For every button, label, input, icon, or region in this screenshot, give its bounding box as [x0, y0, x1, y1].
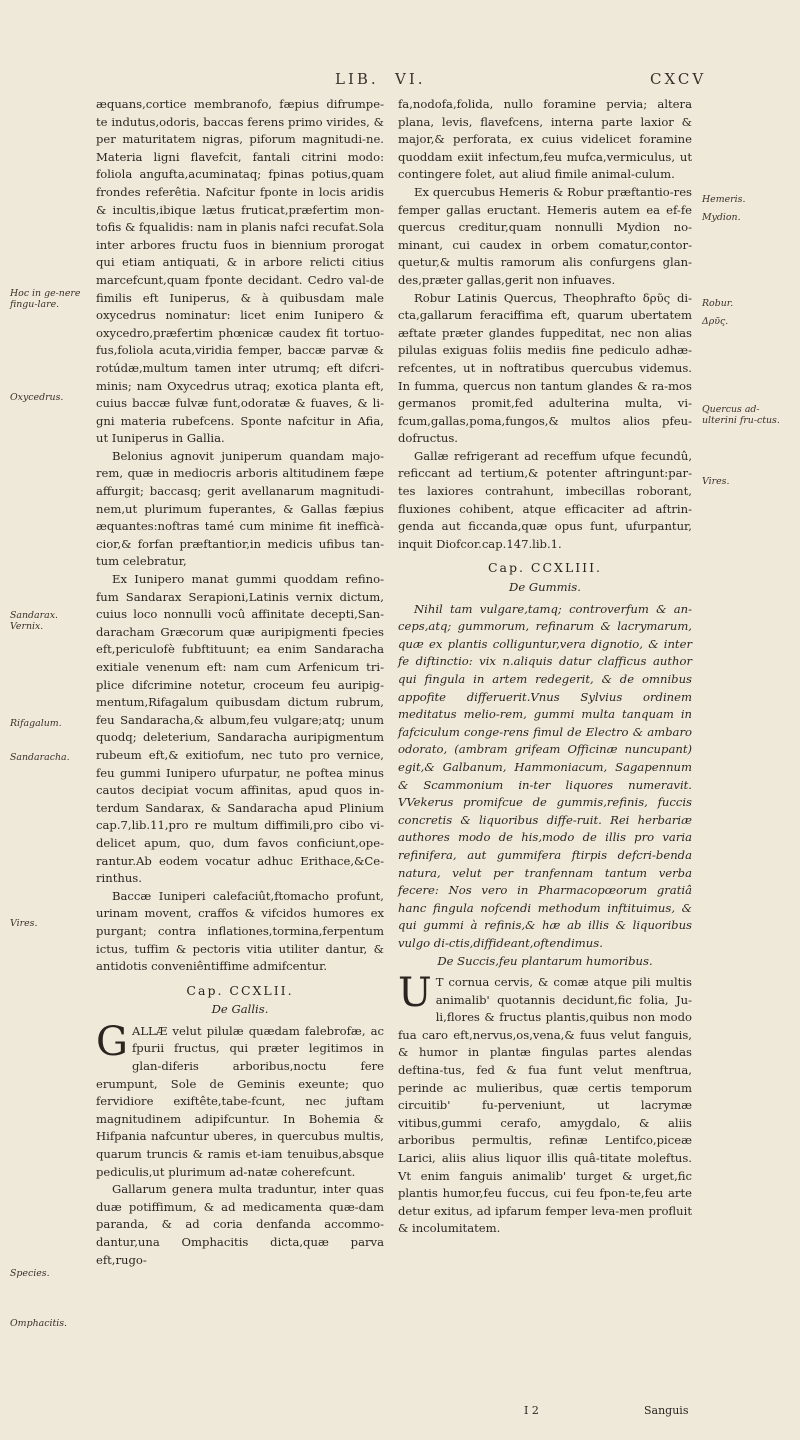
- right-column: [398, 96, 692, 1238]
- margin-note: Vires.: [702, 476, 730, 487]
- paragraph-text: ALLÆ velut pilulæ quædam falebrofæ, ac fpurii fructus, qui præter legitimos in glan-diferis arboribus,noctu fere erumpunt, Sole de Geminis exeunte; quo fervidiore exiftête,tabe-fcunt, nec juftam magnitudinem adipifcuntur. In Bohemia & Hifpania nafcuntur uberes, in quercubus multis, quarum truncis & ramis et-iam tenuibus,absque pediculis,ut plurimum ad-natæ coherefcunt.: [96, 1023, 384, 1179]
- chapter-heading: Cap. CCXLII.: [186, 982, 294, 998]
- margin-note: Hemeris.: [702, 194, 746, 205]
- margin-note: Species.: [10, 1268, 50, 1279]
- margin-note: Oxycedrus.: [10, 392, 64, 403]
- chapter-heading: Cap. CCXLIII.: [487, 560, 603, 576]
- margin-note: Rifagalum.: [10, 718, 62, 729]
- paragraph: Robur Latinis Quercus, Theophrafto δρῦς di-cta,gallarum feraciffima eft, quarum ubertatem æftate præter glandes fuppeditat, nec non alias pilulas exiguas foliis mediis fine pediculo adhæ-refcentes, ut in noftratibus quercubus videmus. In fumma, quercus non tantum glandes & ra-mos germanos promit,fed adulterina multa, vi-fcum,gallas,poma,fungos,& multos alios pfeu-dofructus.: [398, 290, 692, 446]
- paragraph: æquans,cortice membranofo, fæpius difrumpe-te indutus,odoris, baccas ferens primo virides, & per maturitatem nigras, piforum magnitudi-ne. Materia ligni flavefcit, fantali citrini modo: foliola angufta,acuminataq; fpinas potius,quam frondes referêtia. Nafcitur fponte in locis aridis & incultis,ibique lætus fruticat,præfertim mon-tofis & fqualidis: nam in planis nafci recufat.Sola inter arbores fructu fuos in biennium prorogat qui etiam antiquati, & in arbore relicti citius marcefcunt,quam fponte decidant. Cedro val-de fimilis eft Iuniperus, & à quibusdam male oxycedrus nominatur: licet enim Iunipero & oxycedro,præfertim phœnicæ caudex fit tortuo-fus,foliola acuta,viridia femper, baccæ parvæ & rotúdæ,multum tamen inter utrumq; eft difcri-minis; nam Oxycedrus utraq; exotica planta eft, cuius baccæ fulvæ funt,odoratæ & fuaves, & li-gni materia rubefcens. Sponte nafcitur in Afia, ut Iuniperus in Gallia.: [96, 97, 384, 446]
- chapter-title: De Gummis.: [509, 580, 581, 595]
- margin-note: Δρῦς.: [702, 316, 729, 327]
- margin-note: Vires.: [10, 918, 38, 929]
- drop-cap: U: [398, 970, 432, 1017]
- catchword: Sanguis: [644, 1404, 689, 1417]
- paragraph: fa,nodofa,folida, nullo foramine pervia; altera plana, levis, flavefcens, interna parte laxior & major,& perforata, ex cuius videlicet foramine quoddam exiit infectum,feu mufca,vermiculus, ut contingere folet, aut aliud fimile animal-culum.: [398, 97, 692, 182]
- margin-note: Quercus ad-ulterini fru-ctus.: [702, 404, 780, 426]
- paragraph-text: T cornua cervis, & comæ atque pili multis animalib' quotannis decidunt,fic folia, Ju-li,flores & fructus plantis,quibus non modo fua caro eft,nervus,os,vena,& fuus velut fanguis, & humor in plantæ fingulas partes alendas deftina-tus, fed & fua funt velut menftrua, perinde ac mulieribus, quæ certis temporum circuitib' fu-perveniunt, ut lacrymæ vitibus,gummi cerafo, amygdalo, & aliis arboribus permultis, refinæ Lentifco,piceæ Larici, aliis alius liquor illis quâ-titate moleftus. Vt enim fanguis animalib' turget & urget,fic plantis humor,feu fuccus, cui feu fpon-te,feu arte detur exitus, ad ipfarum femper leva-men profluit & incolumitatem.: [398, 975, 692, 1236]
- running-header: [0, 66, 800, 94]
- margin-note: Sandarax. Vernix.: [10, 610, 58, 632]
- paragraph: Ex quercubus Hemeris & Robur præftantio-res femper gallas eructant. Hemeris autem ea ef-fe quercus creditur,quam nonnulli Mydion no-minant, cui caudex in orbem comatur,contor-quetur,& multis ramorum alis confurgens glan-des,præter gallas,gerit non infuaves.: [398, 184, 692, 287]
- section-subheading: De Succis,feu plantarum humoribus.: [437, 953, 653, 968]
- margin-note: Mydion.: [702, 212, 741, 223]
- paragraph: Gallarum genera multa traduntur, inter quas duæ potiffimum, & ad medicamenta quæ-dam paranda, & ad coria denfanda accommo-dantur,una Omphacitis dicta,quæ parva eft,rugo-: [96, 1182, 384, 1267]
- left-column: [96, 96, 384, 1269]
- header-book: LIB.: [335, 70, 379, 88]
- drop-cap: G: [96, 1018, 128, 1065]
- paragraph: [96, 1018, 384, 1181]
- header-book-number: VI.: [395, 70, 426, 88]
- margin-note: Sandaracha.: [10, 752, 70, 763]
- margin-note: Hoc in ge-nere fingu-lare.: [10, 288, 81, 310]
- chapter-title: De Gallis.: [211, 1002, 269, 1017]
- paragraph: Nihil tam vulgare,tamq; controverfum & an-ceps,atq; gummorum, refinarum & lacrymarum, quæ ex plantis colliguntur,vera dignotio, & inter fe diftinctio: vix n.aliquis datur clafficus author qui fingula in artem redegerit, & de omnibus appofite differuerit.Vnus Sylvius ordinem meditatus melio-rem, gummi multa tanquam in fafciculum conge-rens fimul de Electro & ambaro odorato, (ambram grifeam Officinæ nuncupant) egit,& Galbanum, Hammoniacum, Sagapennum & Scammonium in-ter liquores numeravit. VVekerus promifcue de gummis,refinis, fuccis concretis & liquoribus diffe-ruit. Rei herbariæ authores modo de his,modo de illis pro varia refinifera, aut gummifera ftirpis defcri-benda natura, velut per tranfennam tantum verba fecere: Nos vero in Pharmacopœorum gratiâ hanc fingula nofcendi methodum inftituimus, & qui gummi à refinis,& hæ ab illis & liquoribus vulgo di-ctis,diffideant,oftendimus.: [398, 601, 692, 950]
- signature-mark: I 2: [524, 1404, 539, 1417]
- page-number: CXCV: [650, 70, 707, 88]
- paragraph: Belonius agnovit juniperum quandam majo-rem, quæ in mediocris arboris altitudinem fæpe affurgit; baccasq; gerit avellanarum magnitudi-nem,ut plurimum fuperantes, & Gallas fæpius æquantes:noftras tamé cum minime fit inefficà-cior,& forfan præftantior,in medicis ufibus tan-tum celebratur,: [96, 448, 384, 569]
- paragraph: Gallæ refrigerant ad receffum ufque fecundû, reficcant ad tertium,& potenter aftringunt:par-tes laxiores contrahunt, imbecillas roborant, fluxiones cohibent, atque efficaciter ad aftrin-genda aut ficcanda,quæ opus funt, ufurpantur, inquit Diofcor.cap.147.lib.1.: [398, 448, 692, 551]
- paragraph: Baccæ Iuniperi calefaciût,ftomacho profunt, urinam movent, craffos & vifcidos humores ex purgant; contra inflationes,tormina,ferpentum ictus, tuffim & pectoris vitia utiliter dantur, & antidotis conveniêntiffime admifcentur.: [96, 888, 384, 974]
- margin-note: Omphacitis.: [10, 1318, 68, 1329]
- paragraph: [398, 970, 692, 1238]
- paragraph: Ex Iunipero manat gummi quoddam refino-fum Sandarax Serapioni,Latinis vernix dictum, cuius loco nonnulli vocû affinitate decepti,San-daracham Græcorum quæ auripigmenti fpecies eft,periculofè fubftituunt; ea enim Sandaracha exitiale venenum eft: nam cum Arfenicum tri-plice difcrimine notetur, croceum feu auripig-mentum,Rifagalum quibusdam dictum rubrum, feu Sandaracha,& album,feu vulgare;atq; unum quodq; deleterium, Sandaracha auripigmentum rubeum eft,& exitiofum, nec tuto pro vernice, feu gummi Iunipero ufurpatur, ne poftea minus cautos decipiat vocum affinitas, apud quos in-terdum Sandarax, & Sandaracha apud Plinium cap.7,lib.11,pro re multum diffimili,pro cibo vi-delicet apum, quo, dum favos conficiunt,ope-rantur.Ab eodem vocatur adhuc Erithace,&Ce-rinthus.: [96, 572, 384, 886]
- margin-note: Robur.: [702, 298, 734, 309]
